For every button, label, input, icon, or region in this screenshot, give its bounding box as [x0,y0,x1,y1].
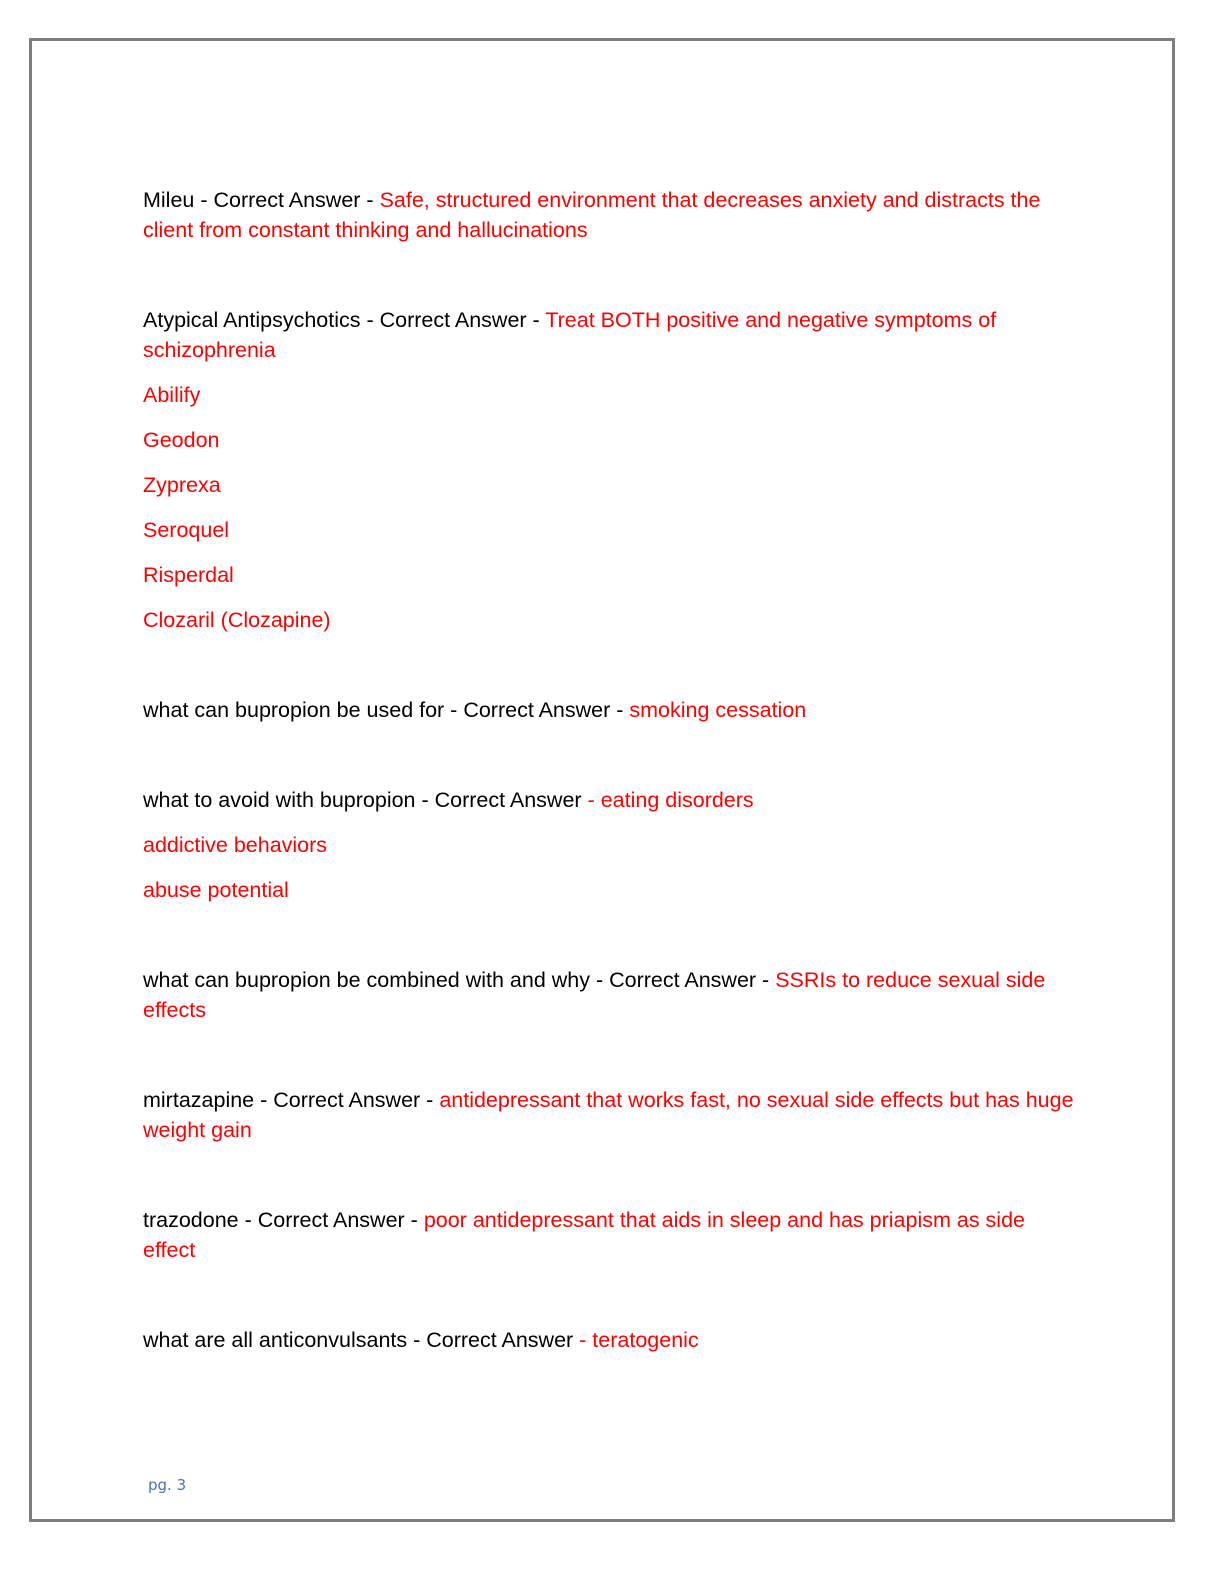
entry-answer: Safe, structured environment that decreases anxiety and distracts the client from constant thinking and hallucinations [143,188,1041,242]
page-number: pg. 3 [148,1476,187,1494]
answer-list-item: abuse potential [143,878,289,902]
answer-list-item: Zyprexa [143,473,221,497]
entry-question: what can bupropion be combined with and why - Correct Answer - [143,968,776,992]
entry-answer: Treat BOTH positive and negative symptoms of schizophrenia [143,308,997,362]
entry-anticonvulsants [143,1325,1083,1355]
entry-bupropion-uses [143,695,1083,725]
entry-answer: antidepressant that works fast, no sexual side effects but has huge weight gain [143,1088,1074,1142]
answer-list-item: addictive behaviors [143,833,328,857]
answer-list-item: Geodon [143,428,220,452]
entry-question: what are all anticonvulsants - Correct Answer [143,1328,580,1352]
answer-list-item: Abilify [143,383,201,407]
entry-question: what can bupropion be used for - Correct Answer - [143,698,630,722]
entry-answer: SSRIs to reduce sexual side effects [143,968,1046,1022]
entry-bupropion-avoid [143,785,1083,815]
answer-list-item: Clozaril (Clozapine) [143,608,331,632]
entry-answer: poor antidepressant that aids in sleep and has priapism as side effect [143,1208,1025,1262]
entry-atypical-antipsychotics [143,305,1083,365]
answer-list-item: Risperdal [143,563,234,587]
entry-answer: - teratogenic [579,1328,699,1352]
entry-question: Atypical Antipsychotics - Correct Answer - [143,308,546,332]
entry-bupropion-combined [143,965,1083,1025]
entry-question: what to avoid with bupropion - Correct Answer [143,788,588,812]
entry-question: trazodone - Correct Answer - [143,1208,424,1232]
answer-list-item: Seroquel [143,518,230,542]
flashcard-list [143,185,1083,1355]
entry-question: Mileu - Correct Answer - [143,188,380,212]
entry-answer: - eating disorders [587,788,754,812]
entry-mirtazapine [143,1085,1083,1145]
entry-question: mirtazapine - Correct Answer - [143,1088,440,1112]
entry-answer: smoking cessation [629,698,807,722]
entry-mileu [143,185,1083,245]
entry-trazodone [143,1205,1083,1265]
